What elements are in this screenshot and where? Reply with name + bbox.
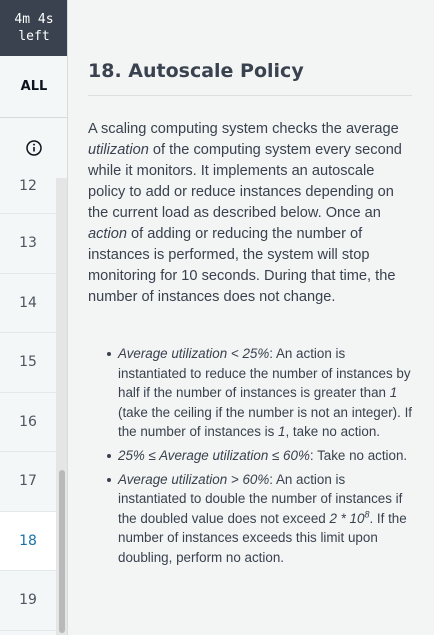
rule-text: , take no action. (285, 424, 381, 440)
policy-rules-list (88, 344, 412, 568)
question-item-17[interactable] (0, 452, 56, 512)
rule-text: : An action is instantiated to reduce the number of instances by half if the number of instances is greater than (118, 346, 411, 401)
rule-condition: Average utilization > 60% (118, 471, 270, 487)
all-questions-label: ALL (20, 79, 48, 94)
info-circle-icon (25, 139, 43, 157)
intro-text: of the computing system every second while it monitors. It implements an autoscale policy to add or reduce instances depending on the current load as described below. Once an (88, 142, 402, 221)
sidebar-scrollbar-thumb[interactable] (59, 470, 65, 633)
rule-low-utilization (118, 344, 412, 442)
rule-text: (take the ceiling if the number is not an integer). If the number of instances is (118, 404, 413, 440)
rule-high-utilization (118, 470, 412, 568)
question-item-16[interactable] (0, 393, 56, 453)
question-item-13[interactable] (0, 214, 56, 274)
rule-limit-exponent: 8 (364, 509, 370, 520)
question-title: 18. Autoscale Policy (88, 60, 412, 96)
question-sidebar (0, 0, 68, 635)
question-description (88, 119, 412, 308)
question-list (0, 178, 56, 631)
rule-condition: Average utilization < 25% (118, 346, 270, 361)
question-item-14[interactable] (0, 274, 56, 334)
timer-suffix: left (18, 29, 50, 44)
rule-text: : An action is instantiated to double the number of instances if the doubled value does not exceed (118, 471, 403, 526)
intro-emphasis: utilization (88, 142, 149, 158)
rule-mid-utilization (118, 446, 412, 466)
rule-text: : Take no action. (309, 447, 408, 463)
rule-value: 1 (389, 385, 398, 401)
question-number: 16 (19, 413, 37, 430)
question-number: 19 (19, 592, 37, 609)
question-number: 13 (19, 235, 37, 252)
question-number: 15 (19, 354, 37, 371)
timer-value: 4m 4s (14, 12, 54, 27)
question-number: 12 (19, 178, 37, 194)
rule-text: . If the number of instances exceeds this limit upon doubling, perform no action. (118, 510, 407, 565)
intro-text: A scaling computing system checks the average (88, 121, 399, 137)
question-item-12[interactable] (0, 178, 56, 214)
question-item-15[interactable] (0, 333, 56, 393)
question-item-18[interactable] (0, 512, 56, 572)
rule-limit (329, 511, 369, 526)
question-number: 18 (19, 532, 37, 549)
question-content (69, 0, 434, 635)
question-number: 14 (19, 294, 37, 311)
intro-emphasis: action (88, 226, 127, 242)
question-item-19[interactable] (0, 571, 56, 631)
rule-condition: 25% ≤ Average utilization ≤ 60% (118, 447, 310, 463)
time-remaining (0, 0, 68, 56)
intro-text: of adding or reducing the number of instances is performed, the system will stop monitoring for 10 seconds. During that time, the number of instances does not change. (88, 226, 396, 305)
all-questions-tab[interactable] (0, 56, 68, 118)
question-number: 17 (19, 473, 37, 490)
rule-value: 1 (278, 424, 286, 440)
rule-limit-base: 2 * 10 (329, 510, 365, 526)
info-button[interactable] (0, 118, 68, 178)
